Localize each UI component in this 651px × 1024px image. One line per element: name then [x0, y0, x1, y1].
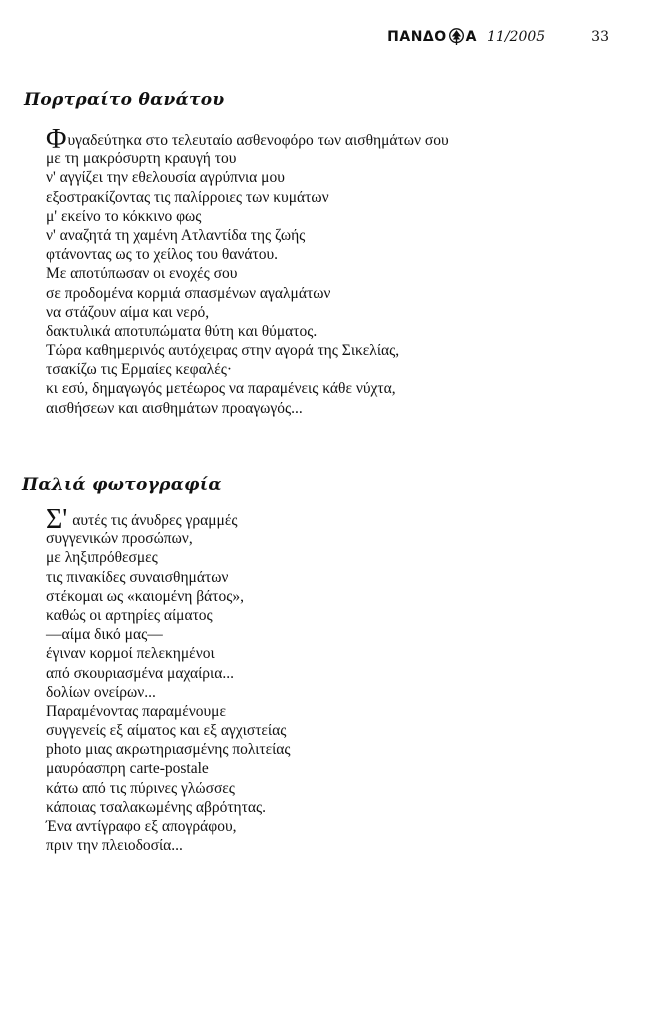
poem-line: κάτω από τις πύρινες γλώσσες: [46, 779, 235, 797]
poem-line: Παραμένοντας παραμένουμε: [46, 702, 226, 720]
poem-line: καθώς οι αρτηρίες αίματος: [46, 606, 213, 624]
poem-line: σε προδομένα κορμιά σπασμένων αγαλμάτων: [46, 284, 331, 302]
poem-line: δολίων ονείρων...: [46, 683, 156, 701]
poem-line: πριν την πλειοδοσία...: [46, 837, 183, 855]
drop-cap: Σ': [46, 504, 68, 535]
running-header: [387, 28, 609, 45]
poem-line: [46, 124, 449, 155]
poem-line: Με αποτύπωσαν οι ενοχές σου: [46, 265, 238, 283]
poem-line: δακτυλικά αποτυπώματα θύτη και θύματος.: [46, 322, 318, 340]
poem-title: Παλιά φωτογραφία: [22, 475, 222, 495]
poem-body: [46, 124, 449, 418]
poem-line: ν' αναζητά τη χαμένη Ατλαντίδα της ζωής: [46, 226, 306, 244]
poem-line: κι εσύ, δημαγωγός μετέωρος να παραμένεις κάθε νύχτα,: [46, 380, 396, 398]
poem-line: τις πινακίδες συναισθημάτων: [46, 568, 229, 586]
poem-line: μ' εκείνο το κόκκινο φως: [46, 207, 202, 225]
poem-line: Τώρα καθημερινός αυτόχειρας στην αγορά της Σικελίας,: [46, 342, 400, 360]
poem-line: με τη μακρόσυρτη κραυγή του: [46, 150, 237, 168]
poem-line: —αίμα δικό μας—: [46, 626, 163, 644]
page-number: 33: [591, 28, 609, 45]
poem-line: αισθήσεων και αισθημάτων προαγωγός...: [46, 399, 303, 417]
poem-line: ν' αγγίζει την εθελουσία αγρύπνια μου: [46, 169, 285, 187]
magazine-name: [387, 28, 477, 45]
poem-title: Πορτραίτο θανάτου: [24, 90, 225, 110]
poem-line: τσακίζω τις Ερμαίες κεφαλές·: [46, 361, 233, 379]
poem-line: Ένα αντίγραφο εξ απογράφου,: [46, 818, 237, 835]
magazine-name-end: Α: [465, 28, 477, 45]
poem-line: φτάνοντας ως το χείλος του θανάτου.: [46, 246, 279, 264]
poem-line: [46, 504, 291, 535]
poem-line: photo μιας ακρωτηριασμένης πολιτείας: [46, 741, 291, 759]
drop-cap: Φ: [46, 124, 67, 155]
poem-line: συγγενείς εξ αίματος και εξ αγχιστείας: [46, 722, 287, 740]
poem-line-text: αυτές τις άνυδρες γραμμές: [68, 512, 238, 529]
poem-line: έγιναν κορμοί πελεκημένοι: [46, 645, 215, 663]
poem-line: μαυρόασπρη carte-postale: [46, 760, 209, 778]
poem-line: στέκομαι ως «καιομένη βάτος»,: [46, 587, 245, 605]
poem-line: να στάζουν αίμα και νερό,: [46, 303, 210, 321]
tree-in-circle-icon: [448, 28, 465, 45]
poem-line: συγγενικών προσώπων,: [46, 530, 193, 548]
poem-line: εξοστρακίζοντας τις παλίρροιες των κυμάτων: [46, 188, 329, 206]
magazine-name-start: ΠΑΝΔΟ: [387, 28, 447, 45]
poem-body: [46, 504, 291, 855]
poem-line-text: υγαδεύτηκα στο τελευταίο ασθενοφόρο των αισθημάτων σου: [67, 132, 449, 149]
poem-line: κάποιας τσαλακωμένης αβρότητας.: [46, 798, 267, 816]
poem-line: από σκουριασμένα μαχαίρια...: [46, 664, 234, 682]
poem-line: με ληξιπρόθεσμες: [46, 549, 158, 567]
issue-number: 11/2005: [487, 28, 546, 45]
